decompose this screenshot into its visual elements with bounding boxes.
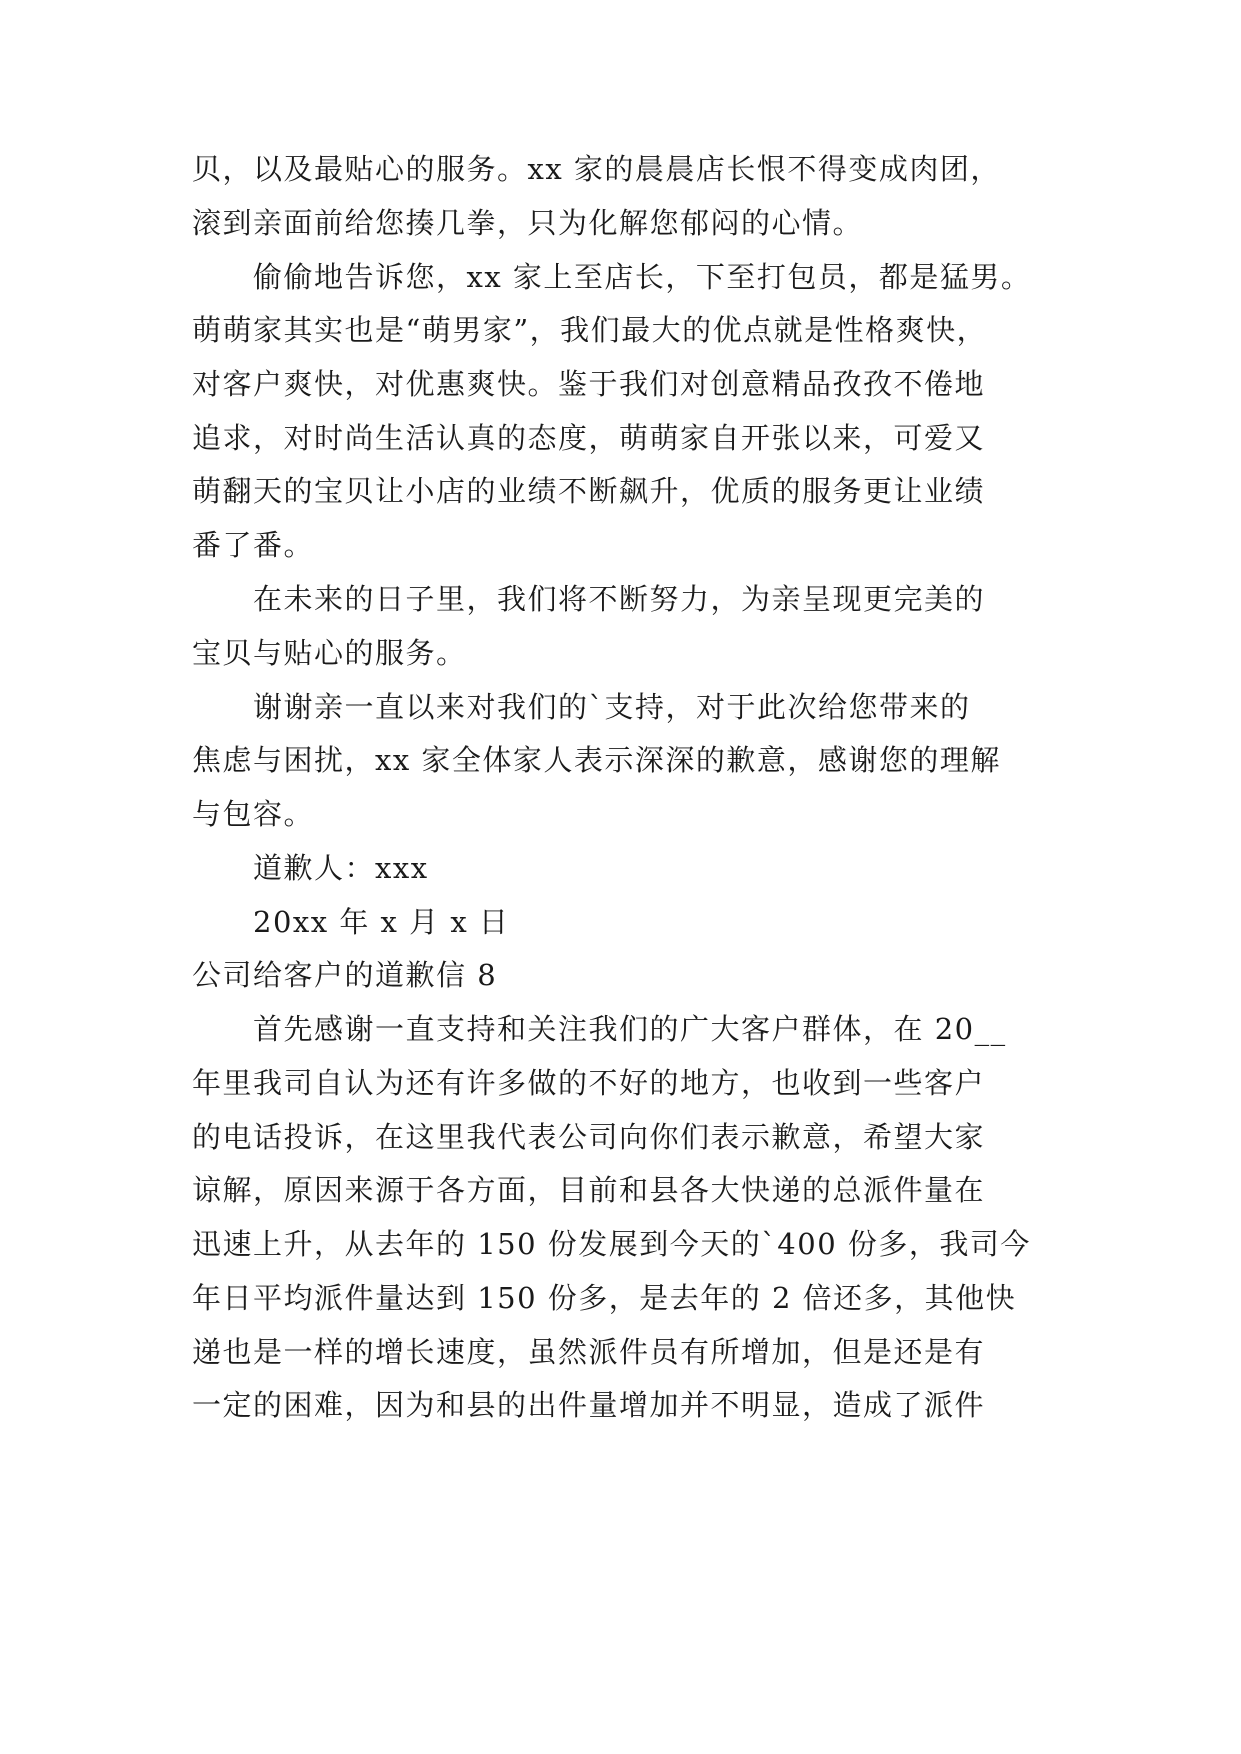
text-line: 滚到亲面前给您揍几拳，只为化解您郁闷的心情。	[192, 206, 864, 240]
text-line: 萌翻天的宝贝让小店的业绩不断飙升，优质的服务更让业绩	[192, 474, 986, 508]
text-line: 谢谢亲一直以来对我们的`支持，对于此次给您带来的	[253, 690, 971, 724]
text-line: 的电话投诉，在这里我代表公司向你们表示歉意，希望大家	[192, 1120, 986, 1154]
text-line: 贝，以及最贴心的服务。xx 家的晨晨店长恨不得变成肉团，	[192, 152, 1001, 186]
text-line: 年日平均派件量达到 150 份多，是去年的 2 倍还多，其他快	[192, 1281, 1017, 1315]
text-line: 番了番。	[192, 528, 315, 562]
text-line: 谅解，原因来源于各方面，目前和县各大快递的总派件量在	[192, 1173, 986, 1207]
text-line: 偷偷地告诉您，xx 家上至店长，下至打包员，都是猛男。	[253, 260, 1032, 294]
section-heading: 公司给客户的道歉信 8	[192, 958, 498, 992]
signature-line: 道歉人：xxx	[253, 851, 429, 885]
text-line: 递也是一样的增长速度，虽然派件员有所增加，但是还是有	[192, 1335, 986, 1369]
text-line: 焦虑与困扰，xx 家全体家人表示深深的歉意，感谢您的理解	[192, 743, 1001, 777]
text-line: 对客户爽快，对优惠爽快。鉴于我们对创意精品孜孜不倦地	[192, 367, 986, 401]
text-line: 迅速上升，从去年的 150 份发展到今天的`400 份多，我司今	[192, 1227, 1031, 1261]
text-line: 年里我司自认为还有许多做的不好的地方，也收到一些客户	[192, 1066, 986, 1100]
date-line: 20xx 年 x 月 x 日	[253, 905, 510, 939]
text-line: 首先感谢一直支持和关注我们的广大客户群体，在 20__	[253, 1012, 1007, 1046]
text-line: 与包容。	[192, 797, 315, 831]
text-line: 一定的困难，因为和县的出件量增加并不明显，造成了派件	[192, 1388, 986, 1422]
text-line: 在未来的日子里，我们将不断努力，为亲呈现更完美的	[253, 582, 986, 616]
text-line: 萌萌家其实也是“萌男家”，我们最大的优点就是性格爽快，	[192, 313, 988, 347]
text-line: 追求，对时尚生活认真的态度，萌萌家自开张以来，可爱又	[192, 421, 986, 455]
text-line: 宝贝与贴心的服务。	[192, 636, 467, 670]
